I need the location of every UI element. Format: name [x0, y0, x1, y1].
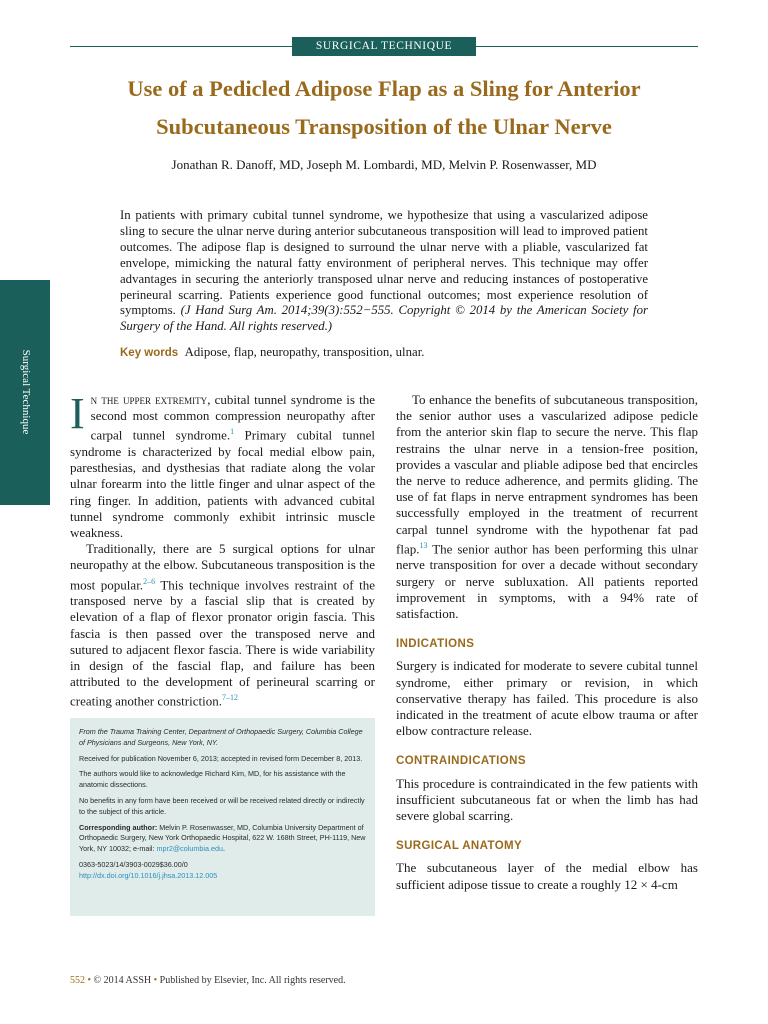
paragraph: [396, 392, 698, 622]
reference-link[interactable]: 7–12: [221, 693, 238, 703]
keywords-label: Key words: [120, 347, 179, 359]
side-section-tab: [0, 280, 50, 505]
drop-cap: I: [70, 389, 85, 438]
paragraph-text: Primary cubital tunnel syndrome is characterized by focal medial elbow pain, paresthesias, and dysthesias that radiate along the volar ulnar forearm into the little finger and ulnar aspect of the ring finger. In addition, patients with advanced cubital tunnel syndrome commonly exhibit intrinsic muscle weakness.: [70, 427, 375, 540]
paragraph: [70, 541, 375, 710]
paragraph-text: The senior author has been performing this ulnar nerve transposition for over a decade without secondary surgery or nerve subluxation. All patients reported improvement in symptoms, with a 94% rate of satisfaction.: [396, 541, 698, 621]
benefits-statement: No benefits in any form have been received or will be received related directly or indirectly to the subject of this article.: [79, 795, 365, 816]
page-number: 552: [70, 975, 85, 986]
paragraph: [70, 389, 375, 541]
corresponding-author-end: .: [222, 844, 225, 854]
lead-in-smallcaps: n the upper extremity: [90, 392, 208, 407]
footer-publisher: Published by Elsevier, Inc. All rights reserved.: [159, 975, 346, 986]
section-label: SURGICAL TECHNIQUE: [292, 37, 476, 56]
paragraph: The subcutaneous layer of the medial elbow has sufficient adipose tissue to create a roughly 12 × 4-cm: [396, 860, 698, 892]
paragraph-text: This technique involves restraint of the transposed nerve by a fascial slip that is created by elevation of a flap of flexor pronator origin fascia. This fascia is then passed over the transposed nerve and sutured to adjacent flexor fascia. There is wide variability in design of the fascial flap, and failure has been attributed to the development of perineural scarring or creating another constriction.: [70, 576, 375, 709]
abstract: [120, 208, 648, 335]
paragraph-text: , cubital tunnel syndrome is the second most common compression neuropathy after carpal tunnel syndrome.: [90, 392, 375, 443]
title-line-1: Use of a Pedicled Adipose Flap as a Sling for Anterior: [127, 76, 641, 101]
section-heading-surgical-anatomy: SURGICAL ANATOMY: [396, 840, 523, 853]
email-link[interactable]: mpr2@columbia.edu: [156, 844, 223, 854]
corresponding-author-label: Corresponding author:: [79, 822, 158, 832]
article-title: [60, 70, 708, 146]
section-heading-contraindications: CONTRAINDICATIONS: [396, 755, 526, 768]
separator: •: [87, 975, 92, 986]
section-heading-indications: INDICATIONS: [396, 638, 475, 651]
reference-link[interactable]: 13: [419, 540, 428, 550]
paragraph-text: Traditionally, there are 5 surgical options for ulnar neuropathy at the elbow. Subcutaneous transposition is the most popular.: [70, 541, 375, 592]
page-footer: [70, 975, 346, 986]
keywords: [120, 345, 424, 360]
issn: 0363-5023/14/3903-0029$36.00/0: [79, 859, 188, 869]
body-column-left: [70, 389, 375, 710]
doi-link[interactable]: http://dx.doi.org/10.1016/j.jhsa.2013.12.005: [79, 870, 218, 880]
corresponding-author-text: Melvin P. Rosenwasser, MD, Columbia University Department of Orthopaedic Surgery, New York Orthopaedic Hospital, 622 W. 168th Street, PH-1119, New York, NY 10032; e-mail:: [79, 822, 366, 854]
corresponding-author: [79, 823, 366, 855]
reference-link[interactable]: 2–6: [143, 576, 156, 586]
separator: •: [153, 975, 158, 986]
reference-link[interactable]: 1: [230, 427, 235, 437]
received-dates: Received for publication November 6, 2013; accepted in revised form December 8, 2013.: [79, 753, 363, 763]
author-list: Jonathan R. Danoff, MD, Joseph M. Lombardi, MD, Melvin P. Rosenwasser, MD: [171, 157, 597, 172]
abstract-citation: (J Hand Surg Am. 2014;39(3):552−555. Copyright © 2014 by the American Society for Surgery of the Hand. All rights reserved.): [120, 303, 648, 334]
body-column-right: [396, 392, 698, 893]
paragraph-text: To enhance the benefits of subcutaneous transposition, the senior author uses a vascularized adipose pedicle from the anterior skin flap to secure the nerve. This flap restrains the ulnar nerve in a tension-free position, provides a vascular and pliable adipose bed that encircles the nerve to reduce adherence, and permits gliding. The use of fat flaps in nerve entrapment syndromes has been successfully employed in the treatment of recurrent carpal tunnel syndrome with the hypothenar fat pad flap.: [396, 392, 698, 557]
title-line-2: Subcutaneous Transposition of the Ulnar Nerve: [156, 114, 612, 139]
keywords-list: Adipose, flap, neuropathy, transposition, ulnar.: [184, 345, 425, 359]
paragraph: This procedure is contraindicated in the few patients with insufficient subcutaneous fat or when the limb has had severe global scarring.: [396, 775, 698, 823]
side-section-label: Surgical Technique: [20, 349, 32, 435]
affiliation: From the Trauma Training Center, Department of Orthopaedic Surgery, Columbia College of Physicians and Surgeons, New York, NY.: [79, 727, 363, 747]
footer-copyright: © 2014 ASSH: [93, 975, 152, 986]
identifiers: [79, 860, 366, 882]
paragraph: Surgery is indicated for moderate to severe cubital tunnel syndrome, either primary or revision, in which conservative therapy has failed. This procedure is also indicated in the treatment of acute elbow trauma or after elbow contracture release.: [396, 658, 698, 739]
abstract-text: In patients with primary cubital tunnel syndrome, we hypothesize that using a vascularized adipose sling to secure the ulnar nerve during anterior subcutaneous transposition will lead to improved patient outcomes. The adipose flap is designed to surround the ulnar nerve with a pliable, vascularized fat envelope, mimicking the natural fatty environment of peripheral nerves. This technique may offer advantages in securing the anteriorly transposed ulnar nerve and reducing instances of postoperative perineural scarring. Patients experience good functional outcomes; most experience resolution of symptoms.: [120, 208, 648, 318]
acknowledgment: The authors would like to acknowledge Richard Kim, MD, for his assistance with the anatomic dissections.: [79, 769, 346, 790]
article-info-box: [70, 718, 375, 916]
